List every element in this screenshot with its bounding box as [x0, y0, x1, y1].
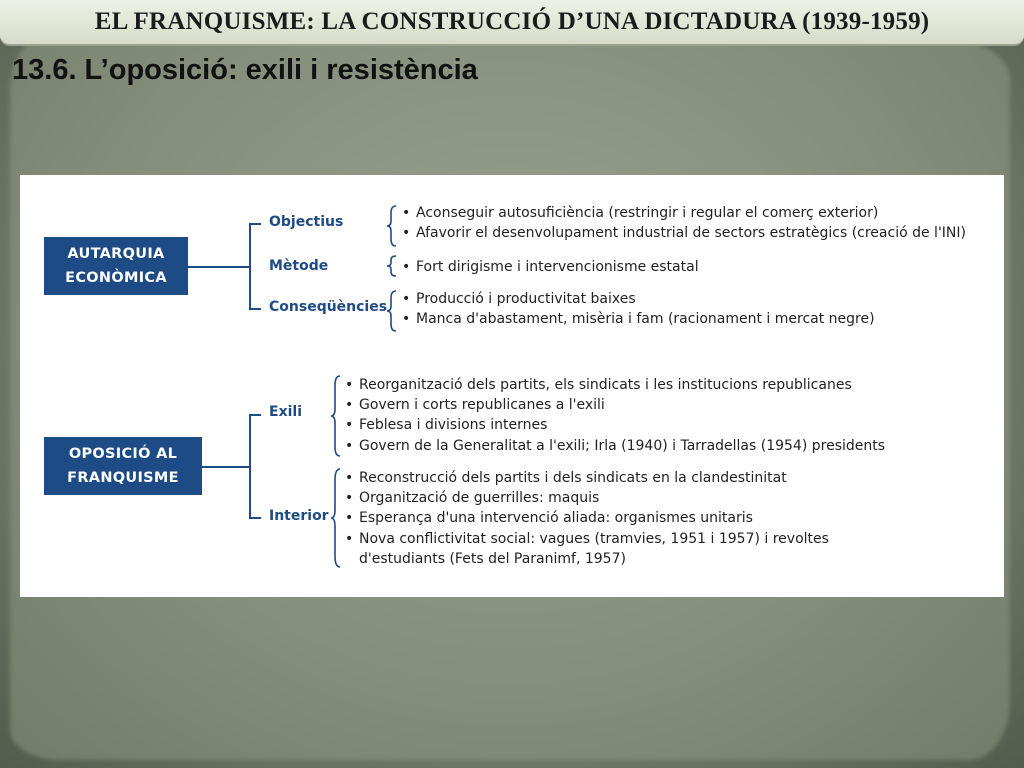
brace-consequencies — [386, 290, 400, 332]
list-item: • Producció i productivitat baixes — [402, 289, 875, 309]
brace-metode — [386, 255, 400, 277]
concept-map-panel — [20, 175, 1004, 597]
branch-exili: Exili — [269, 404, 302, 420]
autarquia-connector — [188, 266, 250, 268]
oposicio-label-line2: FRANQUISME — [67, 470, 179, 486]
branch-consequencies: Conseqüències — [269, 299, 388, 315]
list-item: • Afavorir el desenvolupament industrial de sectors estratègics (creació de l'INI) — [402, 223, 966, 243]
list-item: • Manca d'abastament, misèria i fam (racionament i mercat negre) — [402, 309, 875, 329]
exili-list — [345, 375, 885, 456]
list-item: • Nova conflictivitat social: vagues (tramvies, 1951 i 1957) i revoltes — [345, 529, 829, 549]
list-item: • Reorganització dels partits, els sindicats i les institucions republicanes — [345, 375, 885, 395]
list-item: • Organització de guerrilles: maquis — [345, 488, 829, 508]
autarquia-label-line1: AUTARQUIA — [67, 246, 165, 262]
metode-list — [402, 257, 699, 277]
brace-objectius — [386, 205, 400, 247]
oposicio-tree-exili — [249, 414, 261, 416]
autarquia-tree-conseq — [249, 308, 261, 310]
branch-metode: Mètode — [269, 258, 329, 274]
branch-interior: Interior — [269, 508, 329, 524]
oposicio-label-line1: OPOSICIÓ AL — [68, 446, 178, 462]
autarquia-tree-objectius — [249, 223, 261, 225]
list-item: • Govern i corts republicanes a l'exili — [345, 395, 885, 415]
list-item: • Aconseguir autosuficiència (restringir i regular el comerç exterior) — [402, 203, 966, 223]
list-item-continuation: d'estudiants (Fets del Paranimf, 1957) — [359, 550, 626, 567]
list-item: • Reconstrucció dels partits i dels sindicats en la clandestinitat — [345, 468, 829, 488]
list-item: • Esperança d'una intervenció aliada: organismes unitaris — [345, 508, 829, 528]
consequencies-list — [402, 289, 875, 329]
branch-objectius: Objectius — [269, 214, 344, 230]
autarquia-label-line2: ECONÒMICA — [65, 270, 167, 286]
brace-exili — [330, 375, 344, 457]
interior-list — [345, 468, 829, 569]
title-bar — [0, 0, 1024, 46]
oposicio-tree-interior — [249, 517, 261, 519]
oposicio-tree-vertical — [249, 414, 251, 519]
oposicio-connector — [202, 466, 250, 468]
list-item: • Feblesa i divisions internes — [345, 415, 885, 435]
brace-interior — [330, 468, 344, 568]
oposicio-box — [44, 437, 202, 495]
list-item: • Fort dirigisme i intervencionisme estatal — [402, 257, 699, 277]
slide-subtitle: 13.6. L’oposició: exili i resistència — [12, 54, 478, 86]
objectius-list — [402, 203, 966, 243]
list-item: • Govern de la Generalitat a l'exili; Irla (1940) i Tarradellas (1954) presidents — [345, 436, 885, 456]
autarquia-tree-vertical — [249, 223, 251, 310]
slide-title: EL FRANQUISME: LA CONSTRUCCIÓ D’UNA DICTADURA (1939-1959) — [94, 8, 930, 35]
autarquia-box — [44, 237, 188, 295]
